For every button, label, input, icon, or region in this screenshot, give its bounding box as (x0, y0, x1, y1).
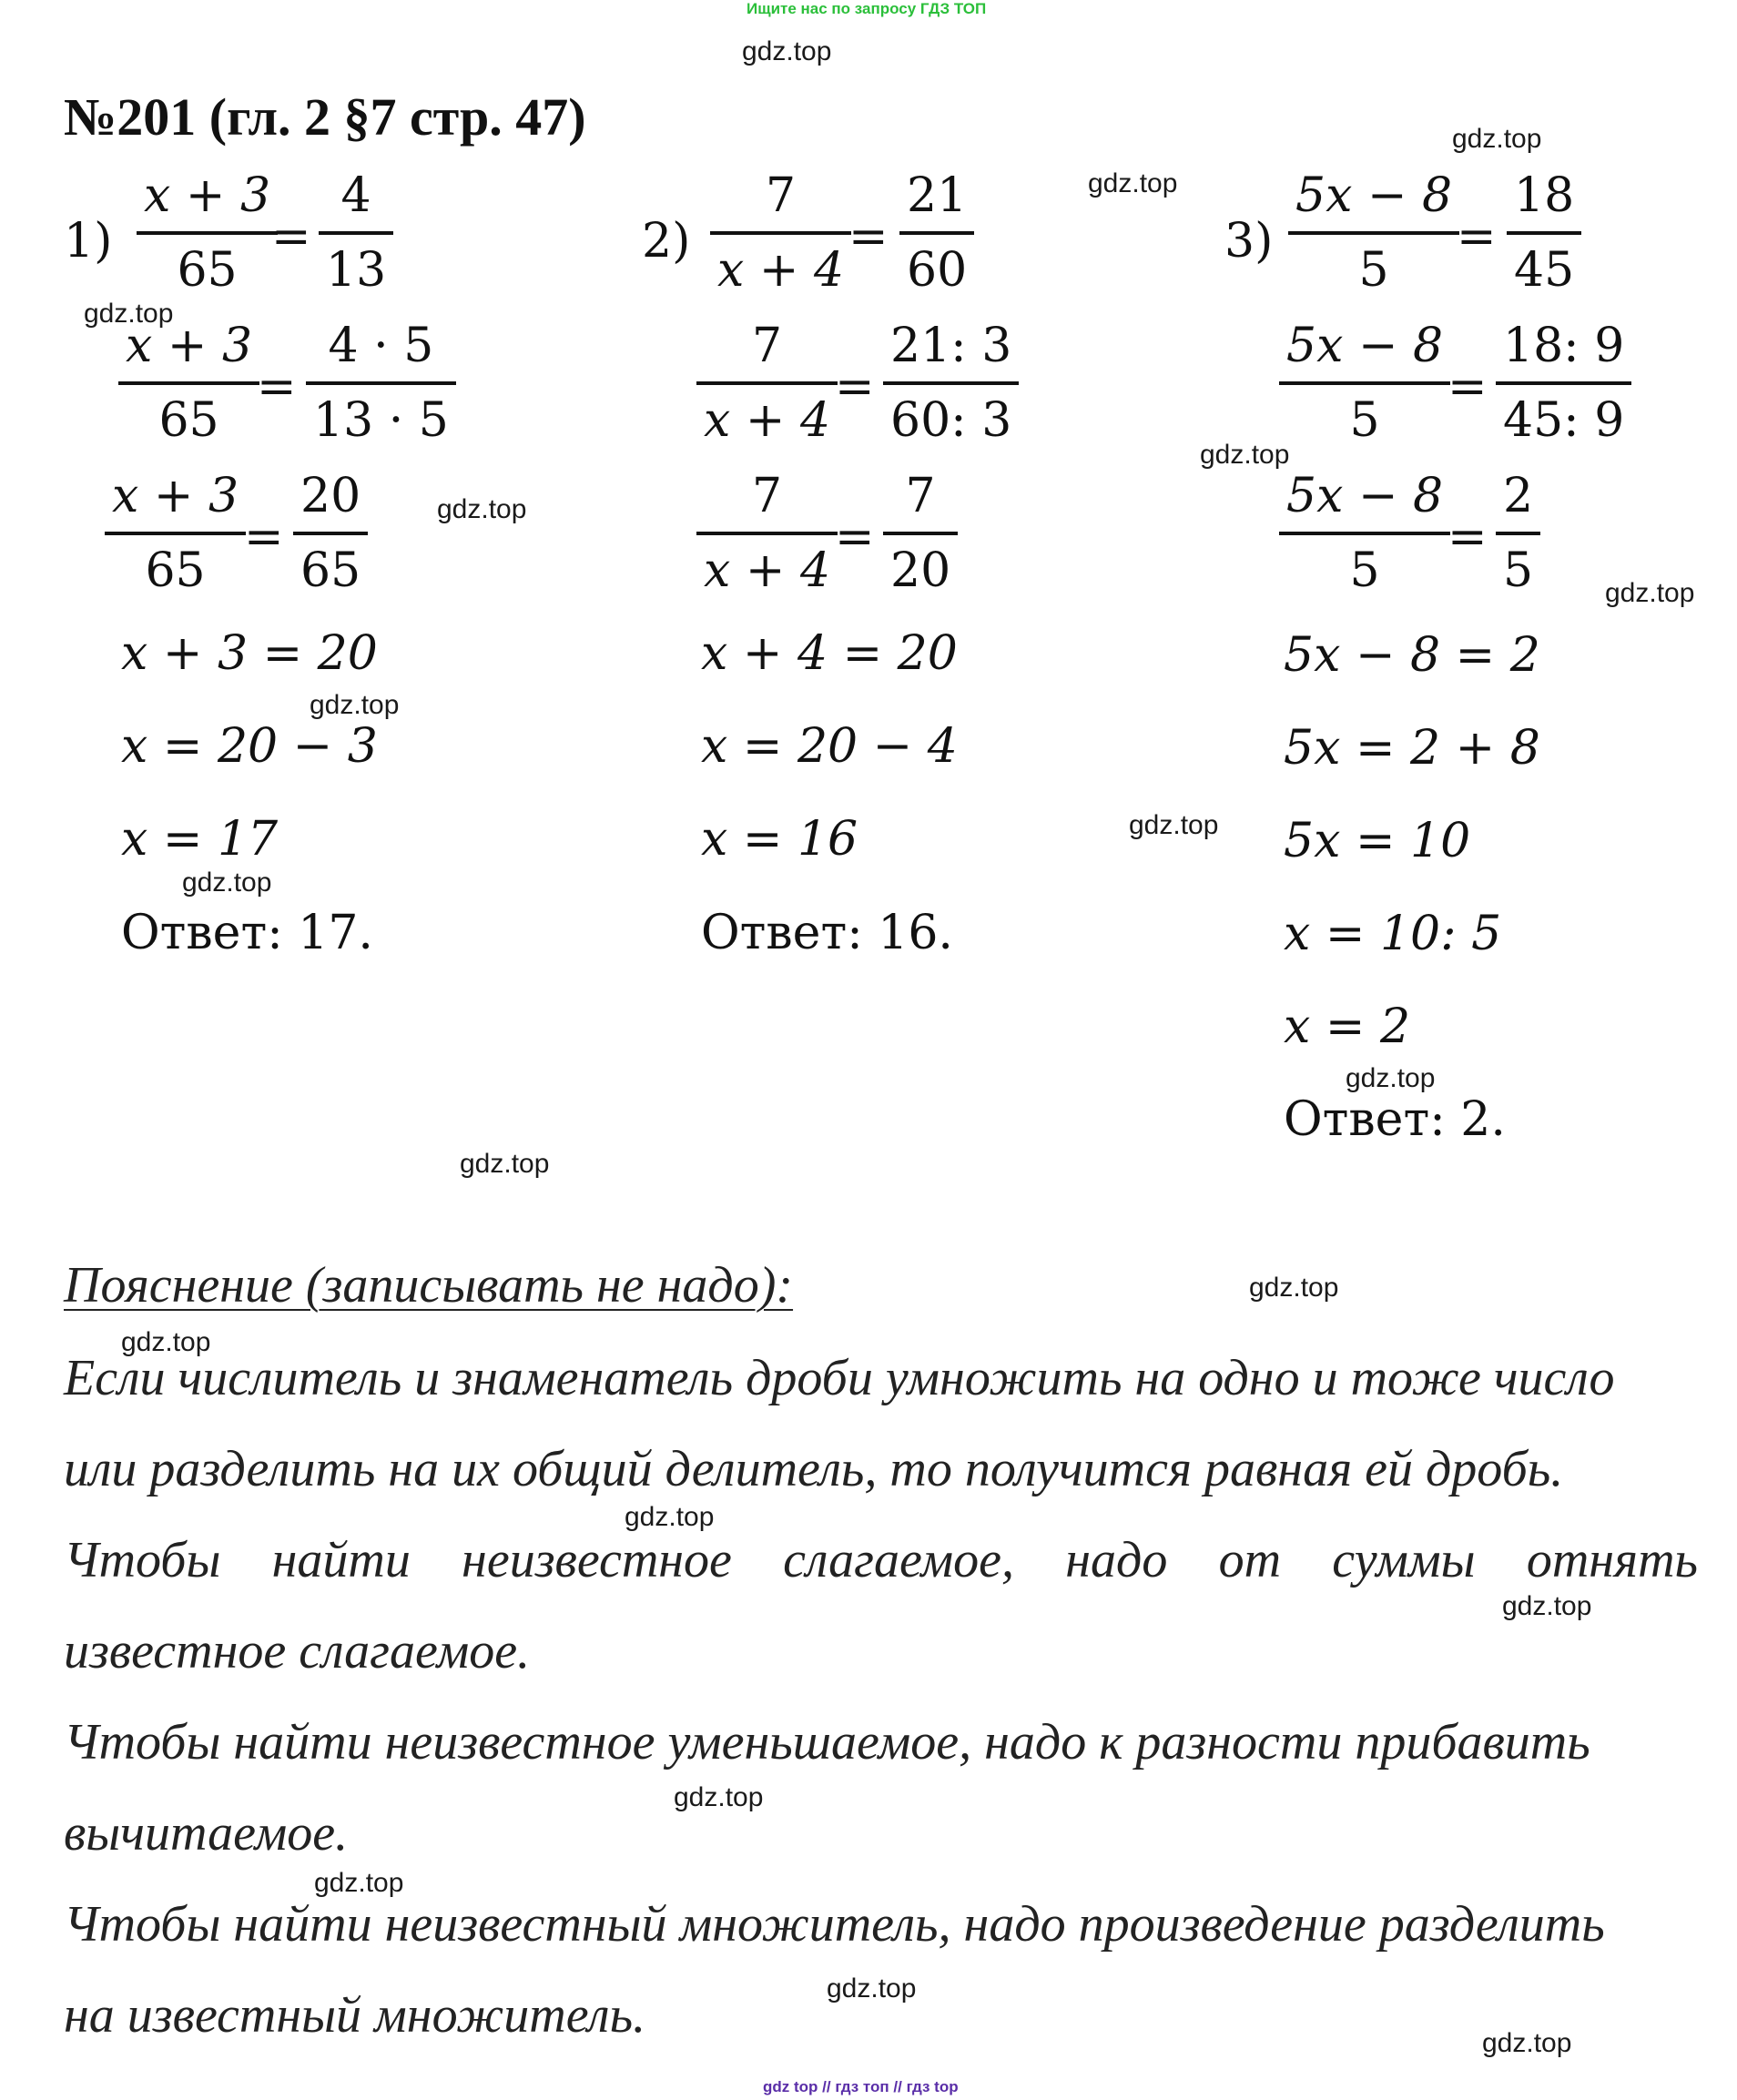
numerator: 7 (751, 319, 783, 373)
equation-right-fraction (899, 164, 974, 302)
fraction-bar (696, 532, 838, 535)
fraction-bar (1279, 532, 1450, 535)
explanation-line: Чтобы найти неизвестное уменьшаемое, надо к разности прибавить (64, 1714, 1590, 1770)
explanation-heading: Пояснение (записывать не надо): (64, 1257, 794, 1314)
numerator: 7 (751, 469, 783, 523)
watermark: gdz.top (84, 299, 174, 329)
step2-left-fraction (1279, 464, 1450, 603)
equation-right-fraction (319, 164, 393, 302)
watermark: gdz.top (310, 690, 400, 720)
equals-sign: = (835, 510, 875, 564)
numerator: 5x − 8 (1286, 319, 1444, 373)
denominator: x + 4 (704, 543, 831, 598)
denominator: x + 4 (704, 393, 831, 448)
step1-left-fraction (696, 314, 838, 452)
watermark: gdz.top (1346, 1063, 1436, 1093)
numerator: 20 (300, 469, 361, 523)
step2-right-fraction (883, 464, 958, 603)
numerator: 5x − 8 (1286, 469, 1444, 523)
problem-label: 2) (642, 214, 691, 269)
denominator: 13 · 5 (313, 393, 449, 448)
fraction-bar (696, 381, 838, 385)
denominator: 45 (1514, 243, 1575, 298)
denominator: 5 (1503, 543, 1534, 598)
solution-line: x = 16 (701, 812, 858, 867)
denominator: 60: 3 (890, 393, 1012, 448)
solution-line: 5x − 8 = 2 (1284, 628, 1540, 683)
denominator: 5 (1349, 393, 1380, 448)
fraction-bar (306, 381, 456, 385)
watermark: gdz.top (1129, 810, 1219, 840)
numerator: 2 (1503, 469, 1534, 523)
fraction-bar (1496, 381, 1631, 385)
denominator: 20 (890, 543, 951, 598)
numerator: 21: 3 (890, 319, 1012, 373)
explanation-line: или разделить на их общий делитель, то получится равная ей дробь. (64, 1441, 1564, 1497)
fraction-bar (293, 532, 368, 535)
solution-line: x = 20 − 3 (121, 719, 378, 774)
solution-line: x = 20 − 4 (701, 719, 958, 774)
bottom-banner: gdz top // гдз топ // гдз top (763, 2078, 959, 2095)
fraction-bar (710, 231, 851, 235)
watermark: gdz.top (742, 36, 832, 66)
problem-label: 1) (64, 214, 113, 269)
watermark: gdz.top (182, 867, 272, 898)
explanation-line: Чтобы найти неизвестное слагаемое, надо от суммы отнять (64, 1532, 1698, 1588)
answer: Ответ: 17. (121, 906, 373, 960)
watermark: gdz.top (1200, 440, 1290, 470)
watermark: gdz.top (437, 494, 527, 524)
numerator: x + 3 (144, 168, 271, 223)
numerator: 18 (1514, 168, 1575, 223)
fraction-bar (899, 231, 974, 235)
numerator: 5x − 8 (1295, 168, 1453, 223)
watermark: gdz.top (674, 1782, 764, 1812)
explanation-line: вычитаемое. (64, 1805, 349, 1862)
watermark: gdz.top (827, 1973, 917, 2004)
numerator: 7 (765, 168, 797, 223)
denominator: 65 (300, 543, 361, 598)
fraction-bar (1496, 532, 1540, 535)
numerator: 4 · 5 (328, 319, 434, 373)
solution-line: 5x = 10 (1284, 814, 1471, 868)
fraction-bar (118, 381, 259, 385)
solution-line: x + 4 = 20 (701, 626, 958, 681)
denominator: 45: 9 (1503, 393, 1625, 448)
fraction-bar (319, 231, 393, 235)
solution-line: x + 3 = 20 (121, 626, 378, 681)
equals-sign: = (244, 510, 284, 564)
denominator: 60 (907, 243, 968, 298)
explanation-line: Если числитель и знаменатель дроби умножить на одно и тоже число (64, 1350, 1615, 1406)
step1-right-fraction (883, 314, 1019, 452)
denominator: 5 (1358, 243, 1389, 298)
answer: Ответ: 2. (1284, 1092, 1506, 1147)
watermark: gdz.top (1605, 578, 1695, 608)
step2-right-fraction (1496, 464, 1540, 603)
explanation-line: на известный множитель. (64, 1987, 646, 2044)
step1-right-fraction (1496, 314, 1631, 452)
top-banner: Ищите нас по запросу ГДЗ ТОП (747, 0, 987, 17)
watermark: gdz.top (314, 1868, 404, 1898)
explanation-line: известное слагаемое. (64, 1623, 531, 1679)
equation-left-fraction (1288, 164, 1459, 302)
solution-line: x = 17 (121, 812, 279, 867)
denominator: 5 (1349, 543, 1380, 598)
equals-sign: = (848, 209, 889, 264)
step2-right-fraction (293, 464, 368, 603)
explanation-line: Чтобы найти неизвестный множитель, надо произведение разделить (64, 1896, 1605, 1953)
denominator: 13 (326, 243, 387, 298)
fraction-bar (1279, 381, 1450, 385)
answer: Ответ: 16. (701, 906, 953, 960)
watermark: gdz.top (1502, 1591, 1592, 1621)
equals-sign: = (257, 360, 297, 414)
solution-line: x = 2 (1284, 999, 1411, 1054)
solution-line: 5x = 2 + 8 (1284, 721, 1540, 776)
numerator: x + 3 (126, 319, 253, 373)
watermark: gdz.top (1482, 2028, 1572, 2058)
fraction-bar (105, 532, 246, 535)
watermark: gdz.top (460, 1149, 550, 1179)
numerator: 18: 9 (1503, 319, 1625, 373)
equals-sign: = (835, 360, 875, 414)
step1-right-fraction (306, 314, 456, 452)
numerator: 4 (340, 168, 371, 223)
equals-sign: = (271, 209, 311, 264)
watermark: gdz.top (625, 1502, 715, 1532)
numerator: 7 (905, 469, 936, 523)
watermark: gdz.top (1249, 1273, 1339, 1303)
fraction-bar (1507, 231, 1581, 235)
watermark: gdz.top (121, 1327, 211, 1357)
denominator: 65 (145, 543, 206, 598)
denominator: x + 4 (717, 243, 845, 298)
step2-left-fraction (105, 464, 246, 603)
equals-sign: = (1448, 510, 1488, 564)
step2-left-fraction (696, 464, 838, 603)
fraction-bar (883, 532, 958, 535)
step1-left-fraction (118, 314, 259, 452)
equation-right-fraction (1507, 164, 1581, 302)
solution-line: x = 10: 5 (1284, 907, 1502, 961)
equation-left-fraction (710, 164, 851, 302)
numerator: x + 3 (112, 469, 239, 523)
fraction-bar (1288, 231, 1459, 235)
numerator: 21 (907, 168, 968, 223)
equals-sign: = (1448, 360, 1488, 414)
fraction-bar (137, 231, 278, 235)
problem-label: 3) (1224, 214, 1274, 269)
step1-left-fraction (1279, 314, 1450, 452)
equation-left-fraction (137, 164, 278, 302)
watermark: gdz.top (1452, 124, 1542, 154)
denominator: 65 (158, 393, 219, 448)
page-title: №201 (гл. 2 §7 стр. 47) (64, 87, 586, 147)
fraction-bar (883, 381, 1019, 385)
equals-sign: = (1457, 209, 1497, 264)
watermark: gdz.top (1088, 168, 1178, 198)
denominator: 65 (177, 243, 238, 298)
